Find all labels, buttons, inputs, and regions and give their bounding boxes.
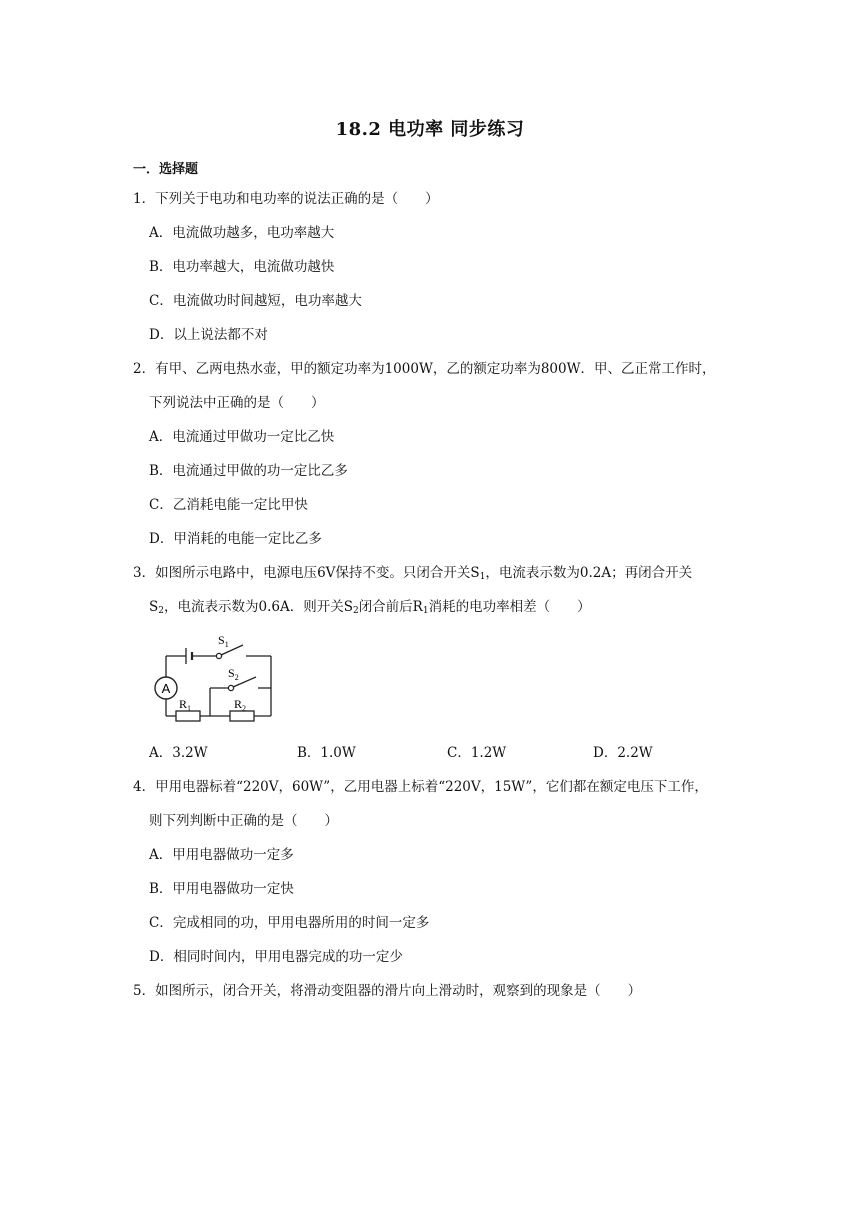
- switch-s1-contact: [216, 653, 221, 658]
- question-2-option-b: B．电流通过甲做的功一定比乙多: [149, 463, 348, 479]
- resistor-r1-label: $R_1$: [179, 697, 192, 713]
- question-3-option-c: C．1.2W: [447, 745, 507, 761]
- question-3-option-a: A．3.2W: [149, 745, 208, 761]
- question-1-option-d: D．以上说法都不对: [149, 327, 268, 343]
- ammeter-label: A: [161, 681, 171, 696]
- switch-s1-label: $S_1$: [218, 633, 229, 649]
- resistor-r2-label: $R_2$: [234, 697, 247, 713]
- question-5-stem: 5．如图所示，闭合开关，将滑动变阻器的滑片向上滑动时，观察到的现象是（ ）: [133, 983, 642, 999]
- question-2-option-a: A．电流通过甲做功一定比乙快: [149, 429, 335, 445]
- question-2-stem-line2: 下列说法中正确的是（ ）: [149, 395, 325, 411]
- question-1-option-c: C．电流做功时间越短，电功率越大: [149, 293, 362, 309]
- question-3-option-b: B．1.0W: [297, 745, 356, 761]
- question-4-option-c: C．完成相同的功，甲用电器所用的时间一定多: [149, 915, 430, 931]
- page-title: 18.2 电功率 同步练习: [335, 119, 525, 140]
- question-4-stem-line1: 4．甲用电器标着“220V，60W”，乙用电器上标着“220V，15W”，它们都在额定电压下工作，: [133, 779, 708, 795]
- switch-s2-contact: [228, 685, 233, 690]
- question-3-option-d: D．2.2W: [593, 745, 653, 761]
- question-3-stem-line2: $S_2$，电流表示数为0.6A．则开关$S_2$闭合前后$R_1$消耗的电功率相差（ ）: [149, 599, 591, 616]
- question-2-option-c: C．乙消耗电能一定比甲快: [149, 497, 308, 513]
- section-heading: 一．选择题: [133, 162, 199, 177]
- switch-s2-label: $S_2$: [228, 666, 239, 682]
- question-4-option-d: D．相同时间内，甲用电器完成的功一定少: [149, 949, 403, 965]
- question-1-option-b: B．电功率越大，电流做功越快: [149, 259, 335, 275]
- question-4-option-a: A．甲用电器做功一定多: [149, 847, 294, 863]
- question-3-stem-line1: 3．如图所示电路中，电源电压6V保持不变。只闭合开关$S_1$，电流表示数为0.2A；再闭合开关: [133, 565, 693, 582]
- circuit-diagram: [146, 628, 280, 724]
- question-1-option-a: A．电流做功越多，电功率越大: [149, 225, 335, 241]
- question-2-option-d: D．甲消耗的电能一定比乙多: [149, 531, 322, 547]
- question-2-stem-line1: 2．有甲、乙两电热水壶，甲的额定功率为1000W，乙的额定功率为800W．甲、乙正常工作时，: [133, 361, 716, 377]
- question-1-stem: 1．下列关于电功和电功率的说法正确的是（ ）: [133, 191, 439, 207]
- question-4-stem-line2: 则下列判断中正确的是（ ）: [149, 813, 338, 829]
- question-4-option-b: B．甲用电器做功一定快: [149, 881, 294, 897]
